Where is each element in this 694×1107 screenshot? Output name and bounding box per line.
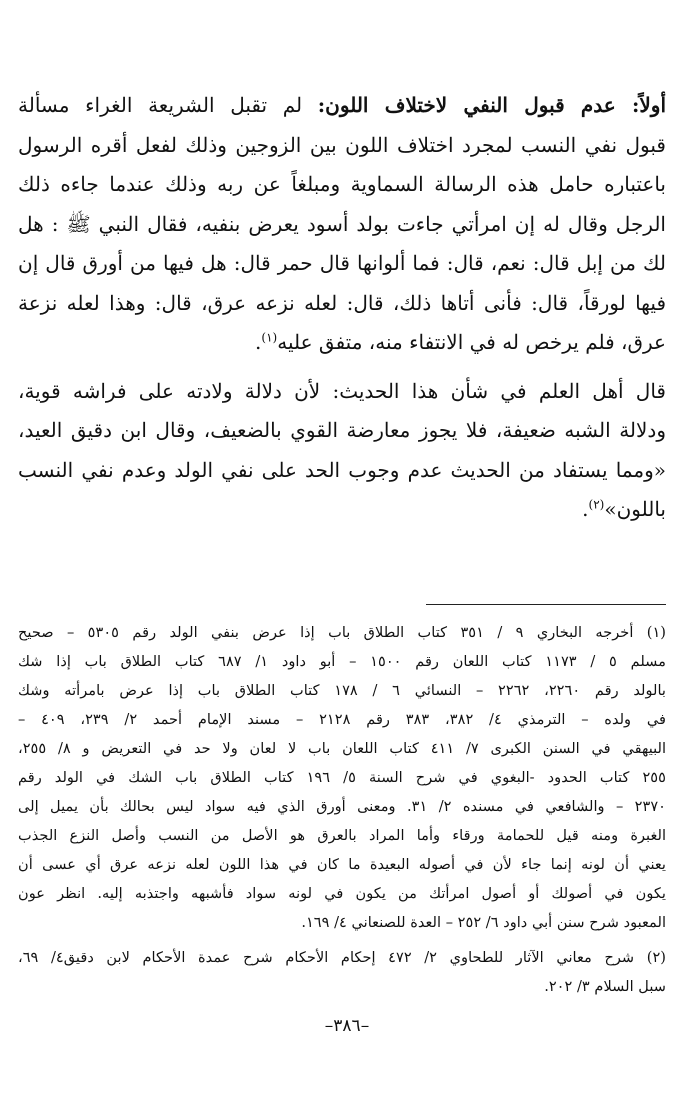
body-line: باعتباره حامل هذه الرسالة السماوية ومبلغاً عن ربه وذلك عندما جاءه ذلك bbox=[18, 172, 666, 196]
body-line: «ومما يستفاد من الحديث عدم وجوب الحد على نفي الولد وعدم نفي النسب bbox=[18, 458, 666, 482]
footnote-line: يكون في أصولك أو أصول امرأتك من يكون في لونه سواد فأشبهه واجتذبه إليه. انظر عون bbox=[18, 885, 666, 902]
body-text: باللون» bbox=[604, 497, 666, 521]
page-number: –٣٨٦– bbox=[324, 1016, 370, 1036]
footnote-line: في ولده – الترمذي ٤/ ٣٨٢، ٣٨٣ رقم ٢١٢٨ – مسند الإمام أحمد ٢/ ٢٣٩، ٤٠٩ – bbox=[18, 711, 666, 728]
footnote-line: سبل السلام ٣/ ٢٠٢. bbox=[544, 978, 666, 995]
body-text: . bbox=[255, 330, 262, 354]
footnote-line: البيهقي في السنن الكبرى ٧/ ٤١١ كتاب اللعان باب لا لعان ولا حد في التعريض و ٨/ ٢٥٥، bbox=[18, 740, 666, 757]
body-line bbox=[18, 88, 666, 122]
footnote-line: ٢٥٥ كتاب الحدود -البغوي في شرح السنة ٥/ ١٩٦ كتاب الطلاق باب الشك في الولد رقم bbox=[18, 769, 666, 786]
section-heading: أولاً: عدم قبول النفي لاختلاف اللون: bbox=[317, 93, 666, 117]
footnote-line: (٢) شرح معاني الآثار للطحاوي ٢/ ٤٧٢ إحكام الأحكام شرح عمدة الأحكام لابن دقيق٤/ ٦٩، bbox=[18, 949, 666, 966]
footnote-line: مسلم ٥ / ١١٧٣ كتاب اللعان رقم ١٥٠٠ – أبو داود ١/ ٦٨٧ كتاب الطلاق باب إذا شك bbox=[18, 653, 666, 670]
body-line: قبول نفي النسب لمجرد اختلاف اللون بين الزوجين وذلك لفعل أقره الرسول bbox=[18, 133, 666, 157]
footnote-line: ٢٣٧٠ – والشافعي في مسنده ٢/ ٣١. ومعنى أورق الذي فيه سواد ليس بحالك بأن يميل إلى bbox=[18, 798, 666, 815]
footnote-line: يعني أن لونه إنما جاء لأن في أصوله البعيدة ما كان في هذا اللون لعله نزعه عرق أي عسى أن bbox=[18, 856, 666, 873]
footnote-line: المعبود شرح سنن أبي داود ٦/ ٢٥٢ – العدة للصنعاني ٤/ ١٦٩. bbox=[301, 914, 666, 931]
footnote-line: الغبرة ومنه قيل للحمامة ورقاء وأما المراد بالعرق هو الأصل من النسب وأصل النزع الجذب bbox=[18, 827, 666, 844]
body-line: قال أهل العلم في شأن هذا الحديث: لأن دلالة ولادته على فراشه قوية، bbox=[18, 379, 666, 403]
footnote-line: (١) أخرجه البخاري ٩ / ٣٥١ كتاب الطلاق باب إذا عرض بنفي الولد رقم ٥٣٠٥ – صحيح bbox=[18, 624, 666, 641]
body-line bbox=[18, 325, 666, 359]
body-line: فيها لورقاً، قال: فأنى أتاها ذلك، قال: لعله نزعه عرق، قال: وهذا لعله نزعة bbox=[18, 291, 666, 315]
body-text: عرق، فلم يرخص له في الانتفاء منه، متفق عليه bbox=[277, 330, 666, 354]
body-text: . bbox=[582, 497, 589, 521]
footnote-line: بالولد رقم ٢٢٦٠، ٢٢٦٢ – النسائي ٦ / ١٧٨ كتاب الطلاق باب إذا عرض بامرأته وشك bbox=[18, 682, 666, 699]
footnote-ref-2[interactable]: (٢) bbox=[588, 497, 605, 512]
footnote-divider bbox=[426, 604, 666, 605]
body-text: لم تقبل الشريعة الغراء مسألة bbox=[18, 93, 318, 117]
body-line bbox=[18, 492, 666, 526]
body-line: لك من إبل قال: نعم، قال: فما ألوانها قال حمر قال: هل فيها من أورق قال إن bbox=[18, 251, 666, 275]
body-line: الرجل وقال له إن امرأتي جاءت بولد أسود يعرض بنفيه، فقال النبي ﷺ : هل bbox=[18, 212, 666, 236]
footnote-ref-1[interactable]: (١) bbox=[261, 330, 278, 345]
body-line: ودلالة الشبه ضعيفة، فلا يجوز معارضة القوي بالضعيف، وقال ابن دقيق العيد، bbox=[18, 418, 666, 442]
